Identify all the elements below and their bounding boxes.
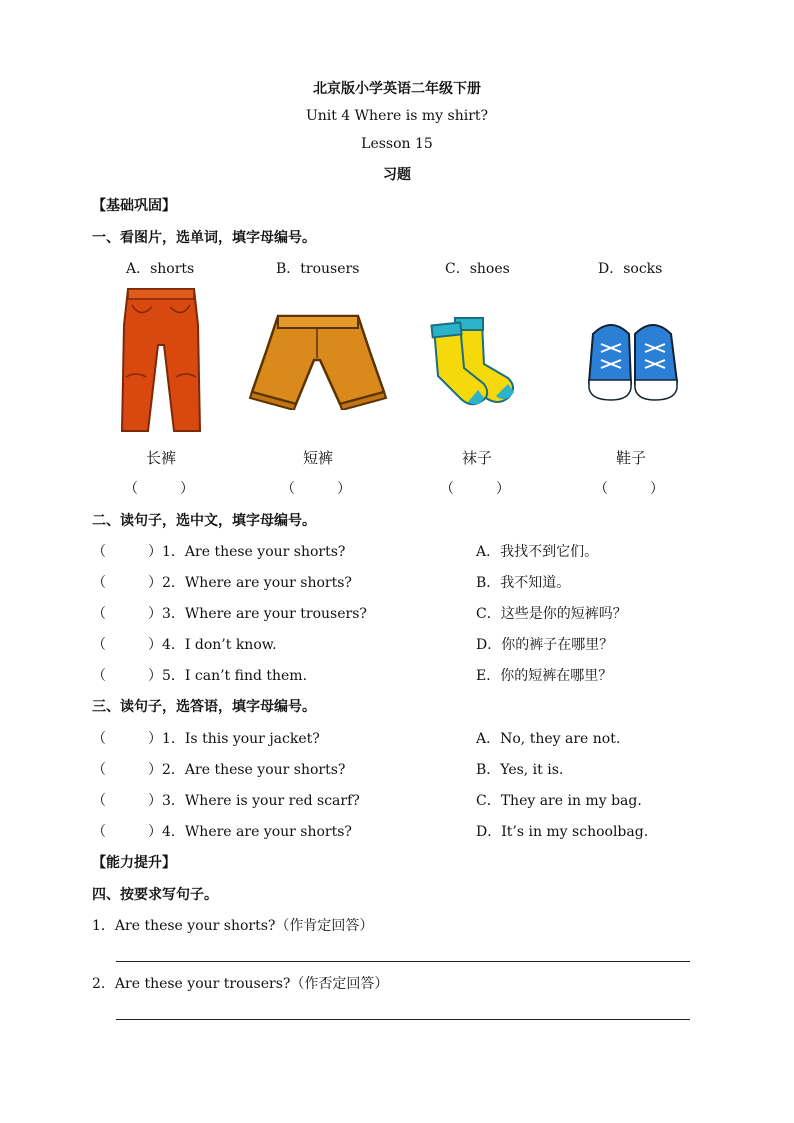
part3-title: 三、读句子，选答语，填字母编号。: [92, 699, 316, 715]
answer-line[interactable]: [116, 961, 690, 962]
question-row: （ ）2．Where are your shorts?: [92, 575, 352, 591]
question-row: （ ）4．Where are your shorts?: [92, 824, 352, 840]
answer-choice: A．我找不到它们。: [476, 544, 599, 560]
option-b: B．trousers: [276, 261, 360, 277]
answer-choice: D．你的裤子在哪里？: [476, 637, 614, 653]
question-row: （ ）3．Where are your trousers?: [92, 606, 367, 622]
answer-blank[interactable]: （ ）: [594, 481, 664, 497]
label-shoes: 鞋子: [616, 449, 647, 467]
label-socks: 袜子: [462, 449, 493, 467]
unit-title: Unit 4 Where is my shirt?: [305, 108, 489, 124]
writing-prompt: 2．Are these your trousers?（作否定回答）: [92, 976, 389, 992]
answer-blank[interactable]: （ ）: [281, 481, 351, 497]
answer-choice: B．我不知道。: [476, 575, 571, 591]
question-row: （ ）5．I can’t find them.: [92, 668, 308, 684]
answer-choice: B．Yes, it is.: [476, 762, 564, 778]
label-shorts: 短裤: [303, 449, 334, 467]
answer-choice: C．这些是你的短裤吗？: [476, 606, 627, 622]
shoes-picture: [585, 318, 681, 404]
answer-choice: E．你的短裤在哪里？: [476, 668, 613, 684]
socks-picture: [428, 314, 523, 409]
question-row: （ ）1．Is this your jacket?: [92, 731, 320, 747]
shorts-picture: [248, 312, 388, 410]
answer-line[interactable]: [116, 1019, 690, 1020]
writing-prompt: 1．Are these your shorts?（作肯定回答）: [92, 918, 374, 934]
answer-blank[interactable]: （ ）: [124, 481, 194, 497]
option-a: A．shorts: [126, 261, 195, 277]
part1-title: 一、看图片，选单词，填字母编号。: [92, 230, 316, 246]
question-row: （ ）1．Are these your shorts?: [92, 544, 346, 560]
answer-choice: D．It’s in my schoolbag.: [476, 824, 649, 840]
answer-choice: C．They are in my bag.: [476, 793, 642, 809]
exercise-subtitle: 习题: [383, 167, 411, 183]
option-d: D．socks: [598, 261, 663, 277]
lesson-title: Lesson 15: [361, 136, 433, 152]
question-row: （ ）3．Where is your red scarf?: [92, 793, 360, 809]
part2-title: 二、读句子，选中文，填字母编号。: [92, 513, 316, 529]
question-row: （ ）4．I don’t know.: [92, 637, 277, 653]
part4-title: 四、按要求写句子。: [92, 887, 218, 903]
section-advanced: 【能力提升】: [92, 855, 176, 871]
option-c: C．shoes: [445, 261, 510, 277]
label-trousers: 长裤: [146, 449, 177, 467]
answer-blank[interactable]: （ ）: [440, 481, 510, 497]
question-row: （ ）2．Are these your shorts?: [92, 762, 346, 778]
section-basic: 【基础巩固】: [92, 198, 176, 214]
book-title: 北京版小学英语二年级下册: [313, 81, 481, 97]
answer-choice: A．No, they are not.: [476, 731, 621, 747]
trousers-picture: [118, 285, 204, 435]
